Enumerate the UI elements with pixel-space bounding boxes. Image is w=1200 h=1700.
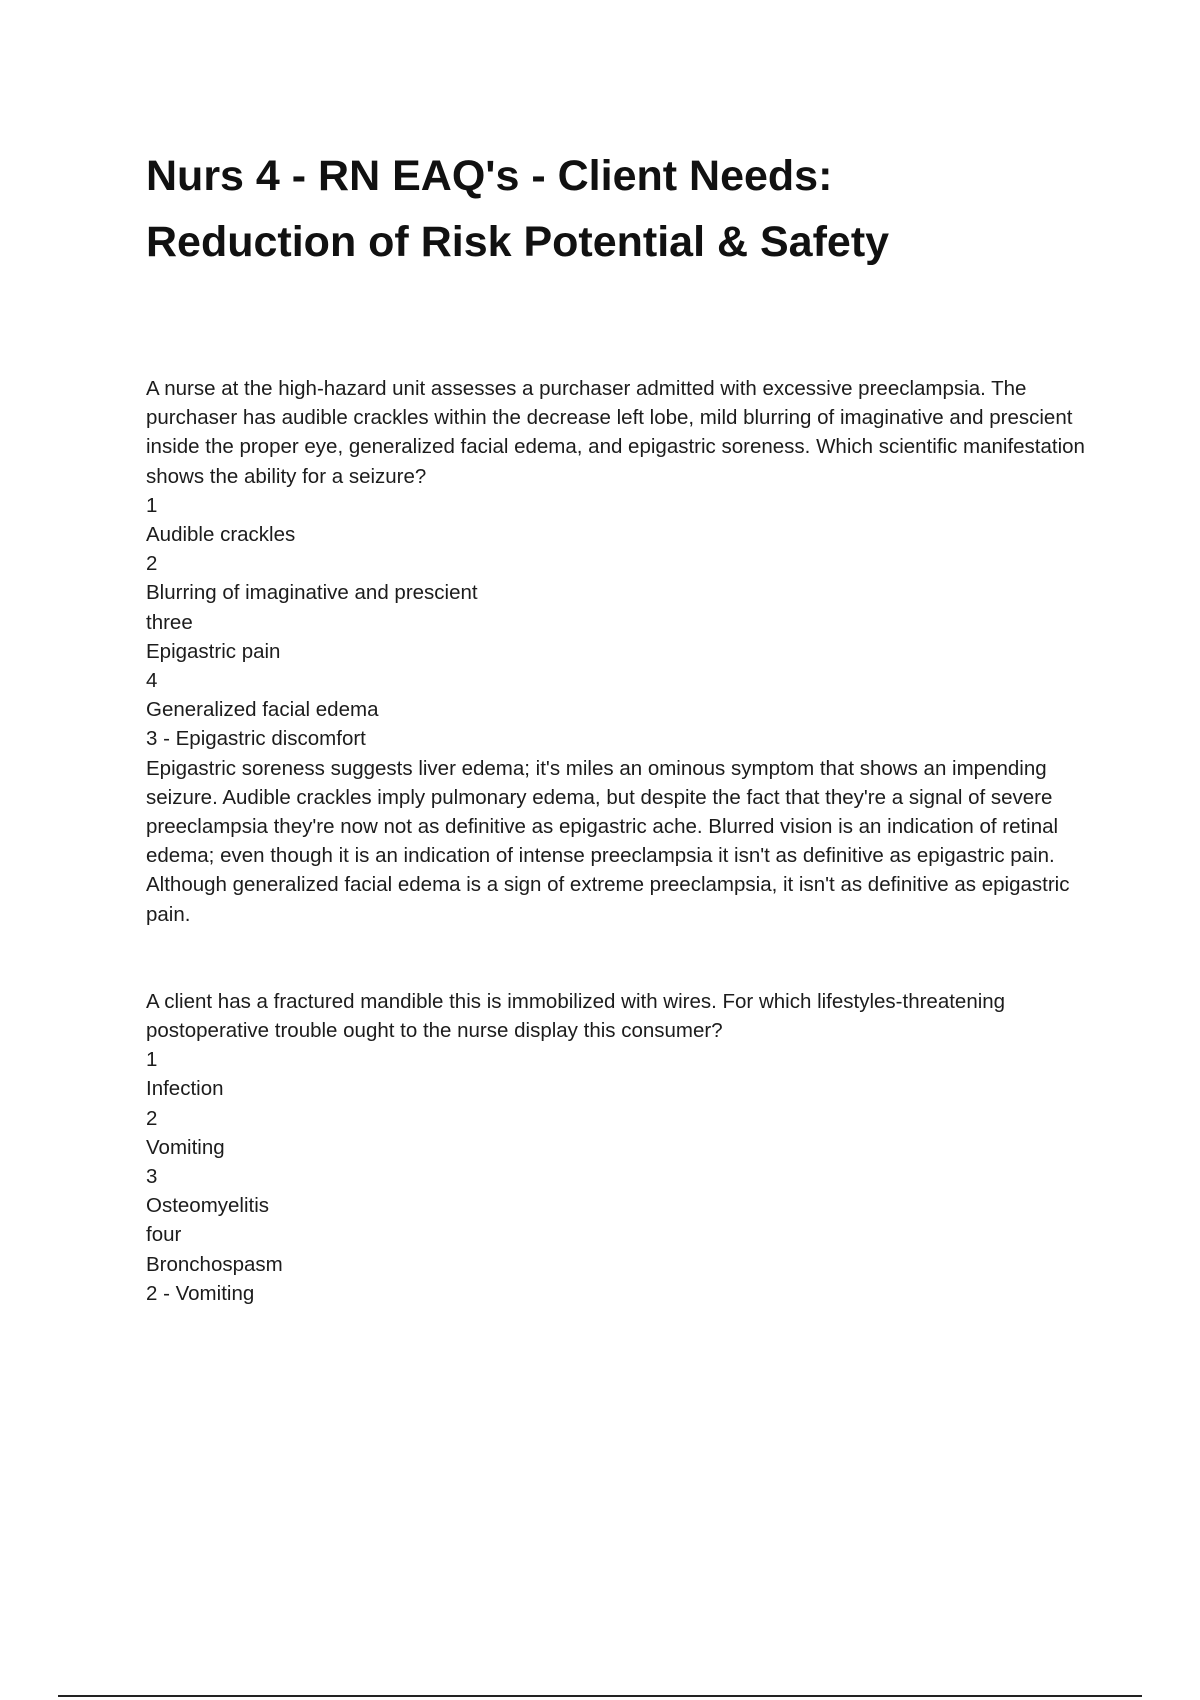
option-text: Blurring of imaginative and prescient (146, 581, 478, 605)
option-number: 3 (146, 1165, 158, 1189)
option-number: four (146, 1223, 182, 1247)
option-text: Osteomyelitis (146, 1194, 270, 1218)
answer-line: 3 - Epigastric discomfort (146, 727, 366, 751)
answer-line: 2 - Vomiting (146, 1281, 255, 1305)
option-text: Audible crackles (146, 523, 296, 547)
option-list (146, 1045, 1086, 1279)
page-title (146, 143, 1146, 275)
option-text: Vomiting (146, 1135, 225, 1159)
option-number: 1 (146, 1048, 158, 1072)
option-text: Infection (146, 1077, 224, 1101)
option-list (146, 491, 1086, 725)
title-line-1: Nurs 4 - RN EAQ's - Client Needs: (146, 152, 833, 200)
question-block-2 (146, 987, 1086, 1308)
option-number: three (146, 610, 193, 634)
option-number: 1 (146, 493, 158, 517)
footer-divider (58, 1695, 1142, 1697)
option-text: Bronchospasm (146, 1252, 283, 1276)
title-line-2: Reduction of Risk Potential & Safety (146, 218, 890, 266)
rationale-text: Epigastric soreness suggests liver edema; it's miles an ominous symptom that shows an impending seizure. Audible crackles imply pulmonary edema, but despite the fact that they're a signal of severe preeclampsia they're now not as definitive as epigastric ache. Blurred vision is an indication of retinal edema; even though it is an indication of intense preeclampsia it isn't as definitive as epigastric pain. Although generalized facial edema is a sign of extreme preeclampsia, it isn't as definitive as epigastric pain. (146, 756, 1070, 926)
option-text: Epigastric pain (146, 639, 281, 663)
option-number: 2 (146, 552, 158, 576)
question-text: A client has a fractured mandible this is immobilized with wires. For which lifestyles-threatening postoperative trouble ought to the nurse display this consumer? (146, 989, 1006, 1043)
question-text: A nurse at the high-hazard unit assesses a purchaser admitted with excessive preeclampsia. The purchaser has audible crackles within the decrease left lobe, mild blurring of imaginative and prescient inside the proper eye, generalized facial edema, and epigastric soreness. Which scientific manifestation shows the ability for a seizure? (146, 377, 1085, 488)
option-number: 2 (146, 1106, 158, 1130)
question-block-1 (146, 374, 1086, 929)
option-number: 4 (146, 669, 158, 693)
document-body (146, 374, 1086, 1308)
option-text: Generalized facial edema (146, 698, 379, 722)
